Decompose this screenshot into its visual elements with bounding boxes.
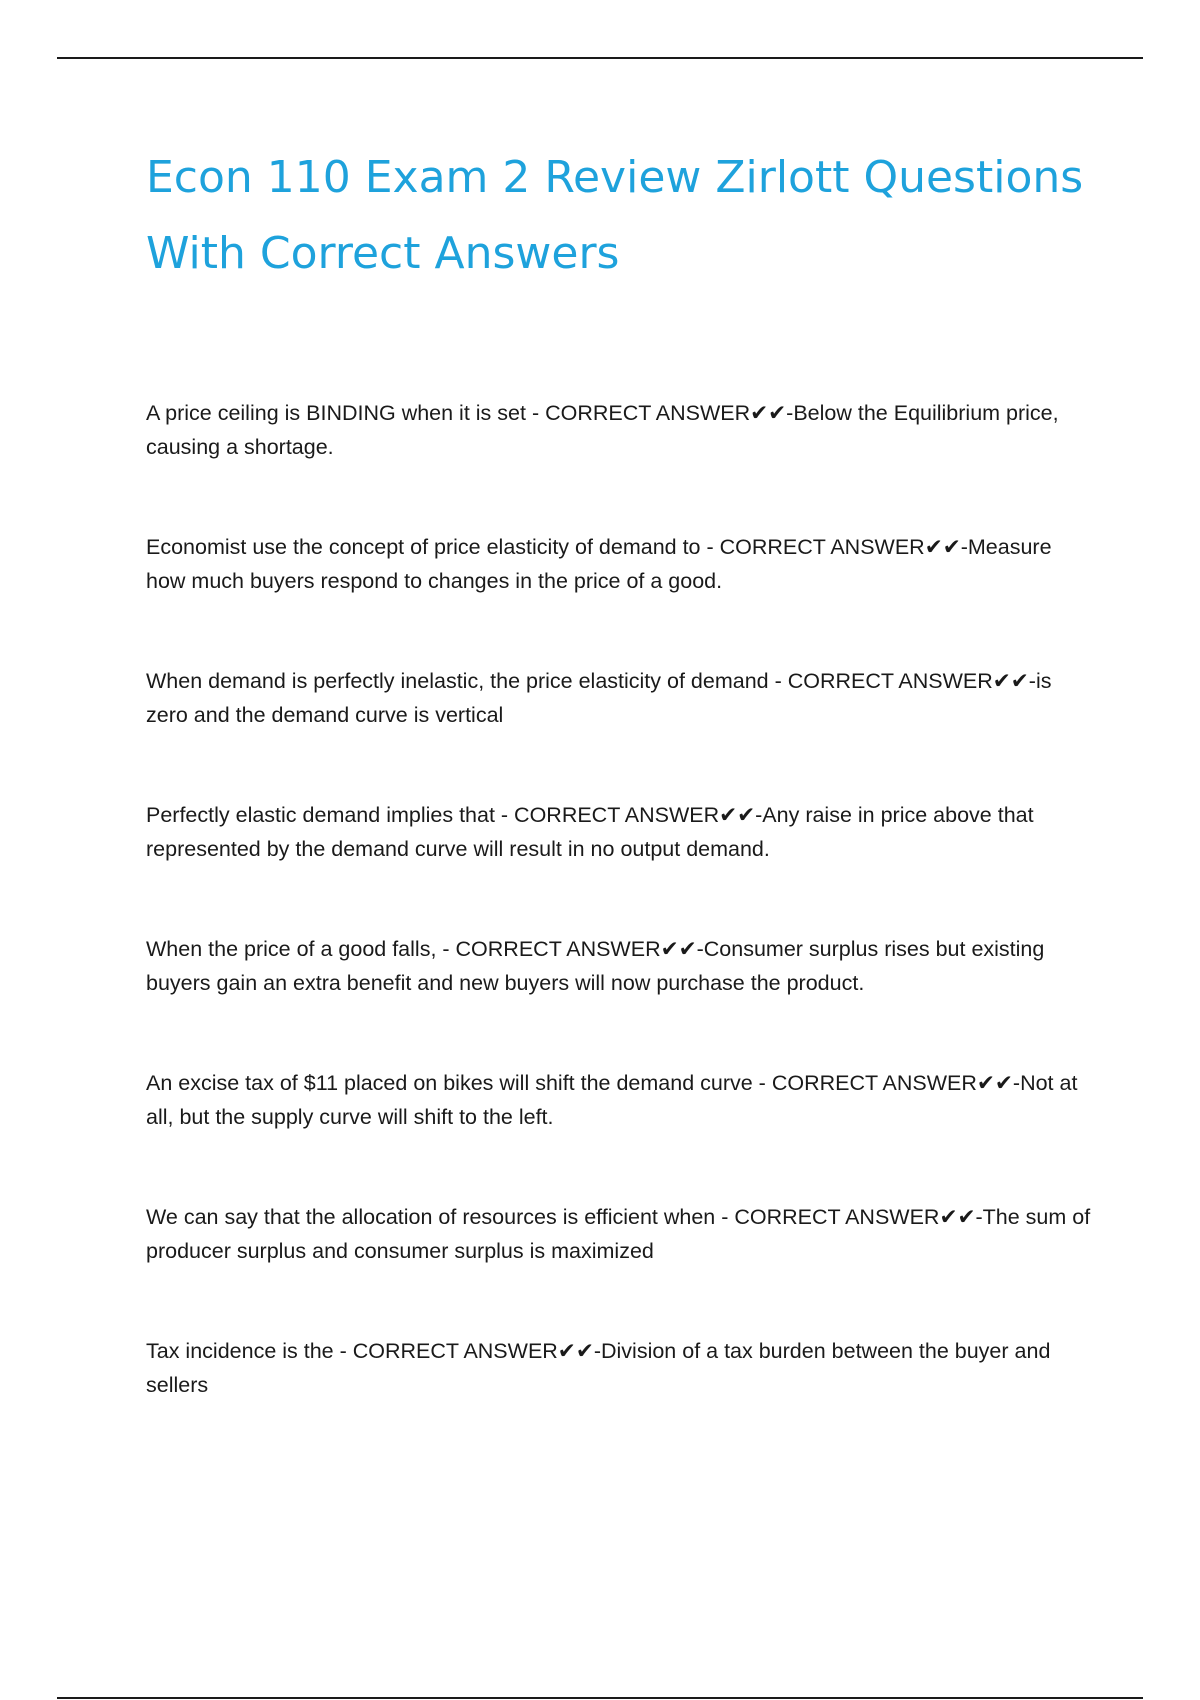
qa-item: Perfectly elastic demand implies that - CORRECT ANSWER✔✔-Any raise in price above that represented by the demand curve will result in no output demand. — [146, 803, 1034, 861]
qa-list — [146, 396, 1092, 1468]
footer-rule — [57, 1697, 1143, 1699]
header-rule — [57, 57, 1143, 59]
qa-item: When the price of a good falls, - CORRECT ANSWER✔✔-Consumer surplus rises but existing buyers gain an extra benefit and new buyers will now purchase the product. — [146, 937, 1045, 995]
qa-item: Tax incidence is the - CORRECT ANSWER✔✔-Division of a tax burden between the buyer and sellers — [146, 1339, 1051, 1397]
qa-item: When demand is perfectly inelastic, the price elasticity of demand - CORRECT ANSWER✔✔-is zero and the demand curve is vertical — [146, 669, 1052, 727]
qa-item: Economist use the concept of price elasticity of demand to - CORRECT ANSWER✔✔-Measure how much buyers respond to changes in the price of a good. — [146, 535, 1052, 593]
qa-item: An excise tax of $11 placed on bikes will shift the demand curve - CORRECT ANSWER✔✔-Not at all, but the supply curve will shift to the left. — [146, 1071, 1078, 1129]
document-title: Econ 110 Exam 2 Review Zirlott Questions With Correct Answers — [146, 152, 1084, 279]
qa-item: We can say that the allocation of resources is efficient when - CORRECT ANSWER✔✔-The sum of producer surplus and consumer surplus is maximized — [146, 1205, 1091, 1263]
qa-item: A price ceiling is BINDING when it is set - CORRECT ANSWER✔✔-Below the Equilibrium price, causing a shortage. — [146, 401, 1059, 459]
